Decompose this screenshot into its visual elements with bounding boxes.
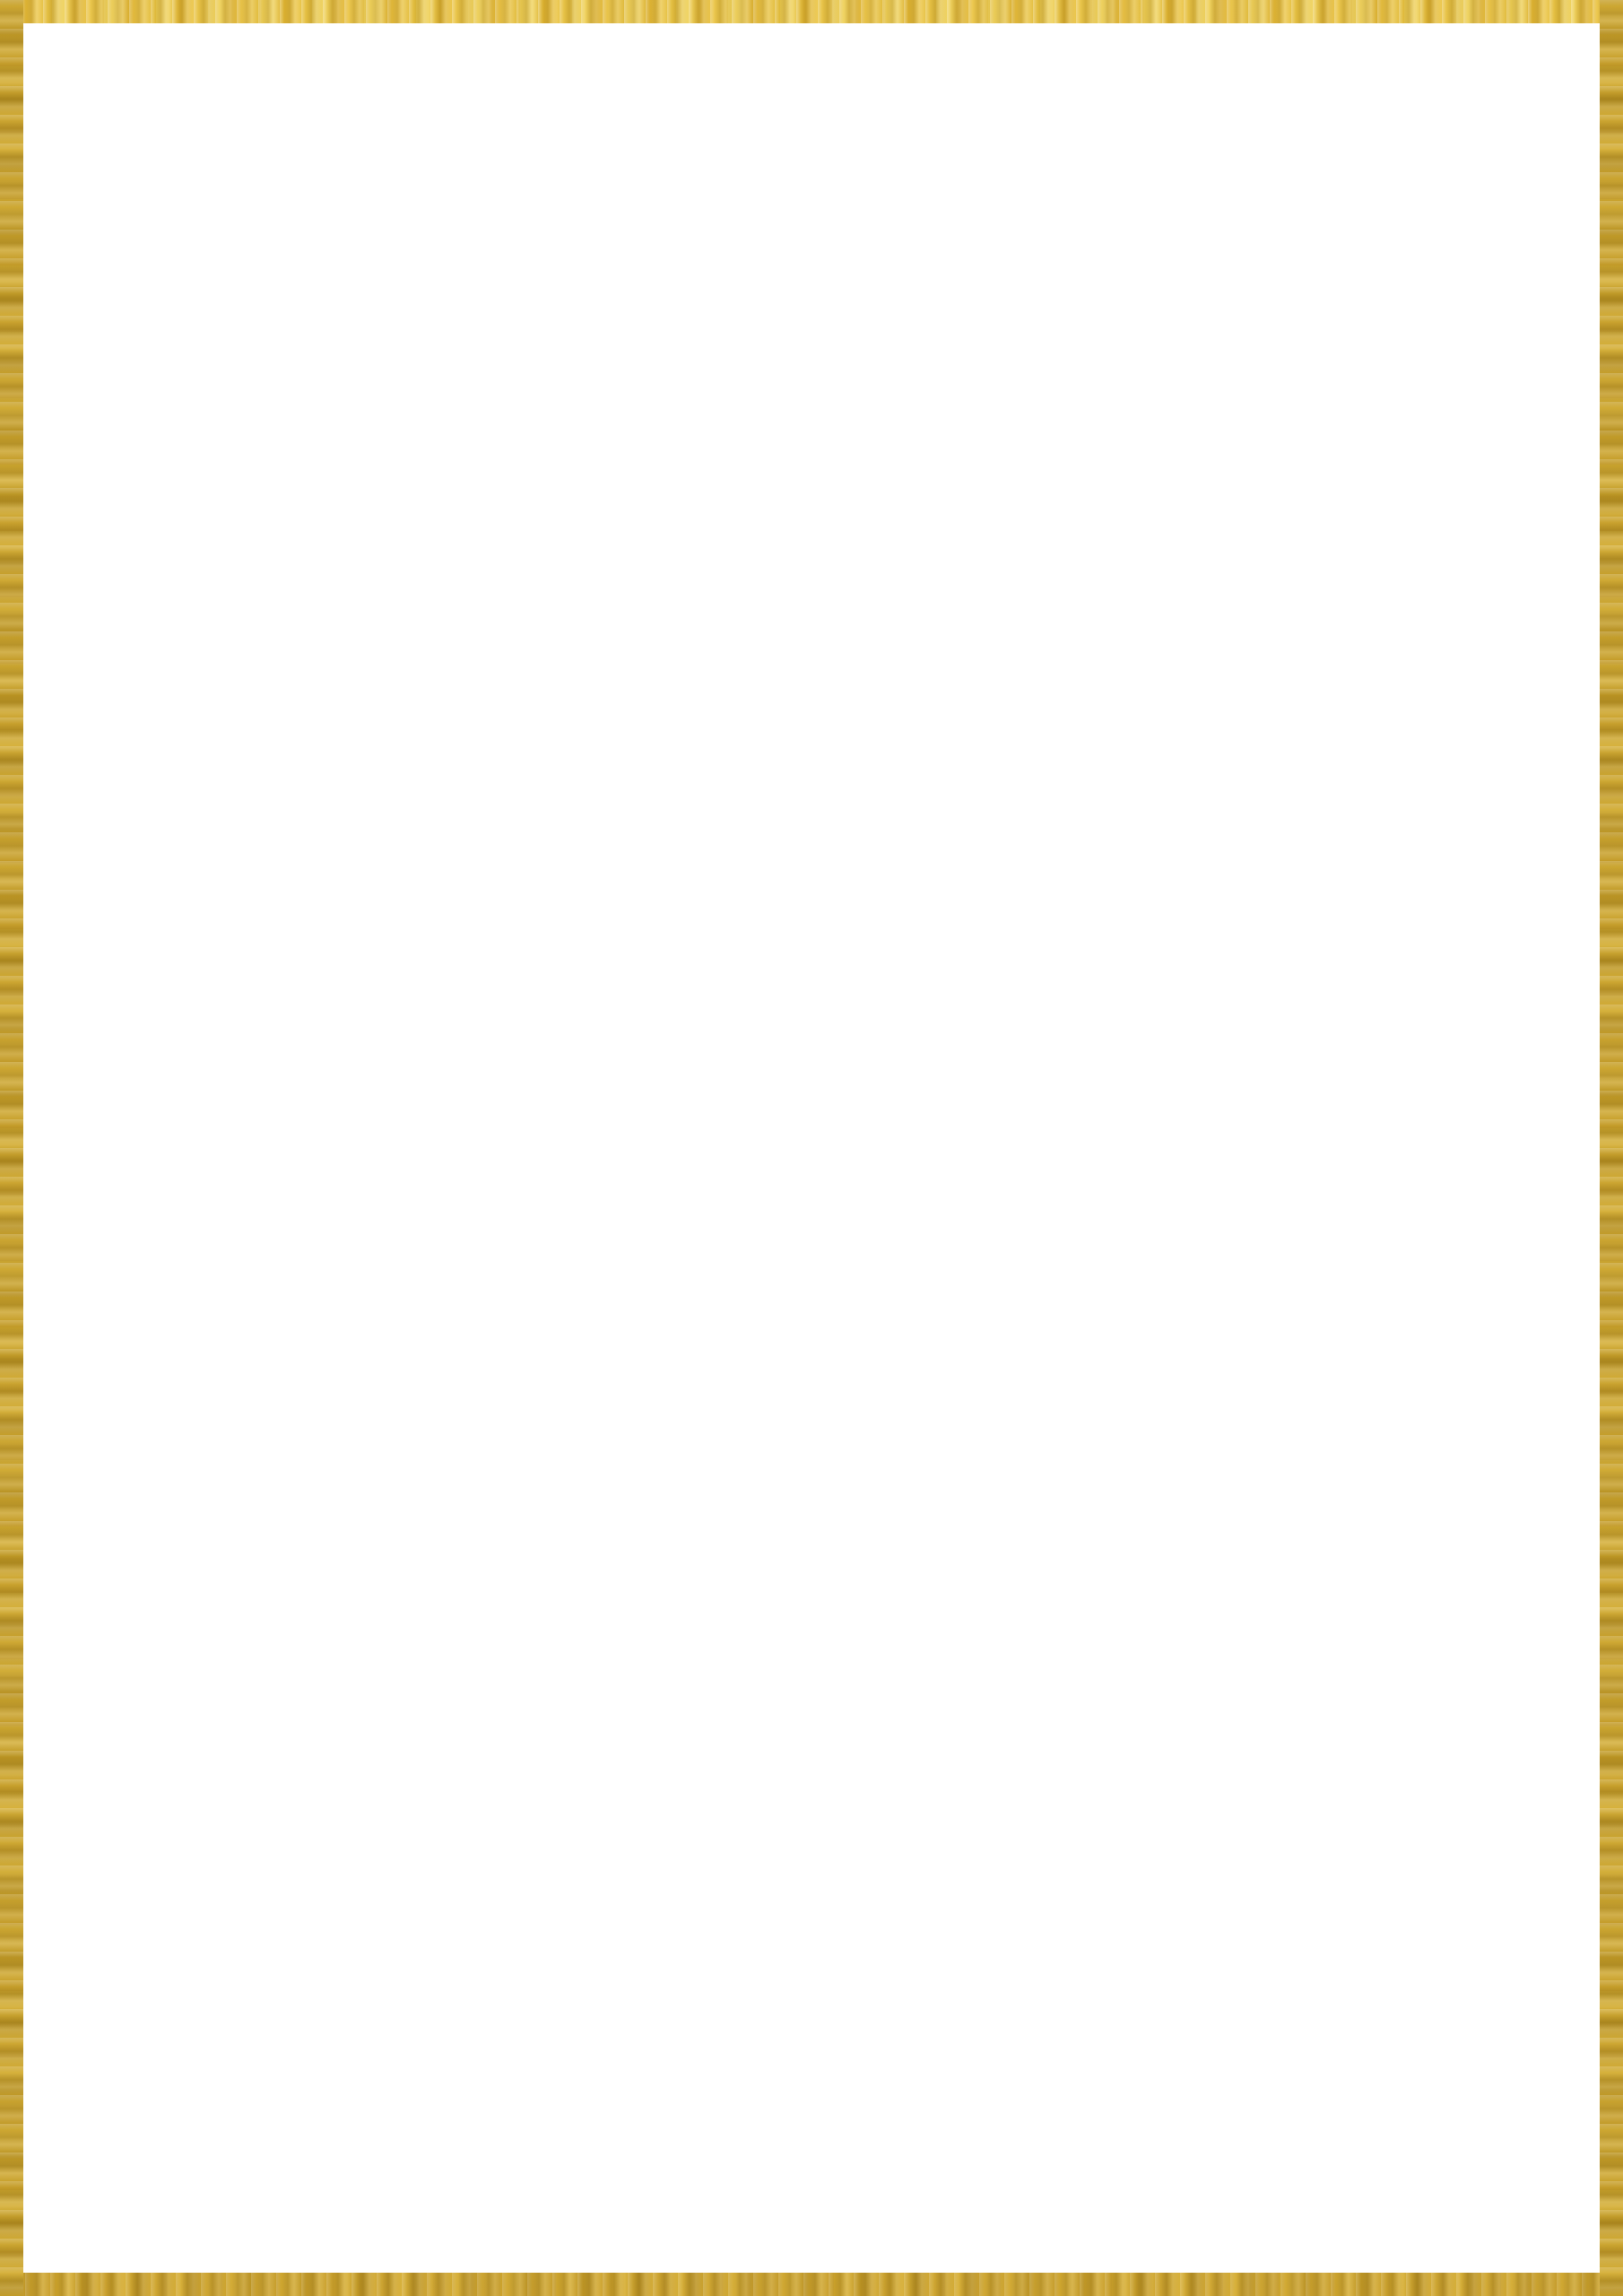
gold-border-left (0, 0, 23, 2296)
gold-border-top (0, 0, 1623, 23)
gold-border-bottom (0, 2273, 1623, 2296)
gold-border-right (1600, 0, 1623, 2296)
page-sheet (23, 23, 1600, 2273)
